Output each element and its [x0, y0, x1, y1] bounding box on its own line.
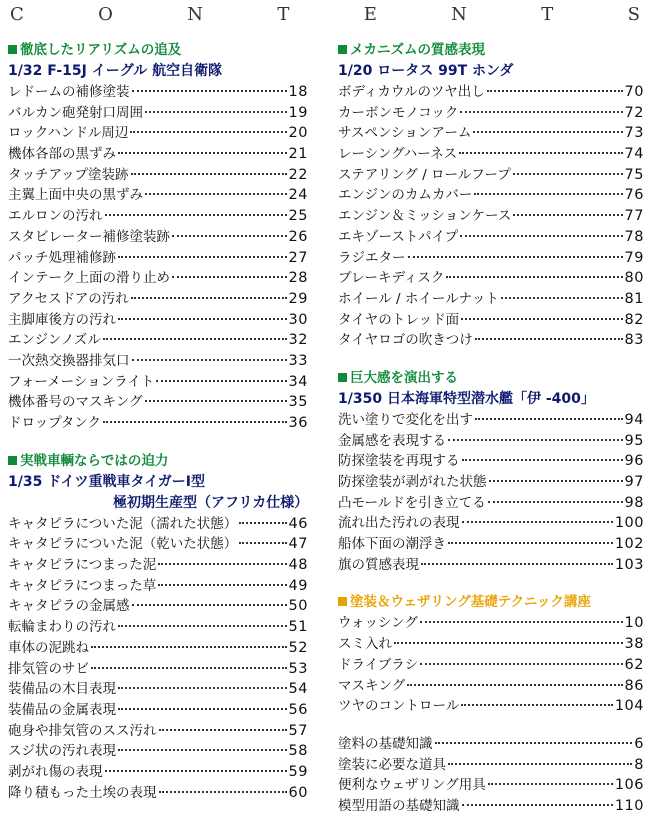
dot-leader	[172, 234, 287, 237]
dot-leader	[420, 620, 623, 623]
toc-entry[interactable]	[338, 165, 644, 186]
toc-entry[interactable]	[338, 513, 644, 534]
page-number: 28	[288, 270, 308, 287]
entry-label: 降り積もった土埃の表現	[8, 784, 157, 801]
entry-label: 機体番号のマスキング	[8, 394, 143, 411]
section-title	[338, 368, 644, 389]
dot-leader	[132, 358, 287, 361]
dot-leader	[394, 641, 623, 644]
dot-leader	[239, 541, 286, 544]
entry-label: フォーメーションライト	[8, 373, 155, 390]
page-number: 80	[624, 270, 644, 287]
dot-leader	[118, 748, 287, 751]
entry-label: レーシングハーネス	[338, 146, 458, 163]
toc-entry[interactable]	[8, 413, 308, 434]
entry-label: レドームの補修塗装	[8, 84, 130, 100]
toc-entry[interactable]	[338, 103, 644, 124]
page-number: 47	[288, 536, 308, 553]
dot-leader	[488, 500, 623, 503]
toc-entry[interactable]	[8, 165, 308, 186]
dot-leader	[462, 803, 613, 806]
toc-entry[interactable]	[338, 493, 644, 514]
dot-leader	[407, 683, 622, 686]
toc-entry[interactable]	[338, 144, 644, 165]
dot-leader	[118, 151, 287, 154]
dot-leader	[145, 192, 287, 195]
section-gap	[338, 717, 644, 734]
toc-entry[interactable]	[338, 410, 644, 431]
entry-label: 凸モールドを引き立てる	[338, 494, 486, 511]
dot-leader	[474, 192, 622, 195]
entry-label: 洗い塗りで変化を出す	[338, 411, 473, 428]
dot-leader	[446, 275, 622, 278]
header-letter: N	[187, 3, 203, 25]
page-number: 73	[624, 125, 644, 142]
dot-leader	[475, 417, 623, 420]
square-bullet-icon	[338, 373, 347, 382]
toc-entry[interactable]	[338, 755, 644, 776]
dot-leader	[145, 399, 287, 402]
page-number: 10	[624, 615, 644, 632]
dot-leader	[131, 172, 287, 175]
dot-leader	[421, 562, 613, 565]
square-bullet-icon	[338, 45, 347, 54]
toc-entry[interactable]	[338, 534, 644, 555]
entry-label: アクセスドアの汚れ	[8, 290, 129, 307]
toc-entry[interactable]	[338, 268, 644, 289]
page-number: 102	[614, 536, 644, 553]
toc-entry[interactable]	[8, 330, 308, 351]
section-title-text: 実戦車輌ならではの迫力	[20, 452, 169, 469]
page-number: 21	[288, 146, 308, 163]
page-number: 106	[614, 777, 644, 794]
toc-section	[338, 734, 644, 817]
page-number: 110	[614, 797, 644, 814]
entry-label: 転輪まわりの汚れ	[8, 619, 116, 636]
page-number: 56	[288, 701, 308, 718]
toc-entry[interactable]	[8, 372, 308, 393]
section-title-text: メカニズムの質感表現	[350, 42, 485, 58]
page-number: 60	[288, 784, 308, 801]
toc-entry[interactable]	[338, 555, 644, 576]
toc-section	[338, 368, 644, 576]
section-title-text: 巨大感を演出する	[350, 369, 458, 386]
toc-entry[interactable]	[8, 227, 308, 248]
right-column	[338, 40, 644, 817]
entry-label: エンジンノズル	[8, 332, 101, 349]
model-heading: 極初期生産型（アフリカ仕様）	[113, 494, 309, 511]
page-number: 54	[288, 681, 308, 698]
entry-label: ステアリング / ロールフープ	[338, 166, 511, 183]
entry-label: 車体の泥跳ね	[8, 639, 89, 656]
entry-label: スタビレーター補修塗装跡	[8, 228, 170, 245]
toc-entry[interactable]	[338, 206, 644, 227]
entry-label: 金属感を表現する	[338, 432, 446, 449]
entry-label: エキゾーストパイプ	[338, 228, 459, 245]
dot-leader	[420, 662, 622, 665]
dot-leader	[448, 541, 613, 544]
page-number: 27	[288, 249, 308, 266]
page-number: 46	[288, 515, 308, 532]
page-number: 78	[624, 228, 644, 245]
page-number: 57	[288, 722, 308, 739]
dot-leader	[460, 110, 622, 113]
dot-leader	[408, 255, 623, 258]
dot-leader	[488, 782, 613, 785]
dot-leader	[462, 458, 623, 461]
dot-leader	[487, 89, 623, 92]
entry-label: 旗の質感表現	[338, 556, 419, 573]
dot-leader	[118, 255, 287, 258]
page-number: 62	[624, 656, 644, 673]
contents-header	[0, 4, 650, 24]
page-number: 6	[634, 735, 644, 752]
toc-section	[8, 451, 308, 804]
page-number: 35	[288, 394, 308, 411]
toc-entry[interactable]	[338, 310, 644, 331]
entry-label: タッチアップ塗装跡	[8, 166, 129, 183]
entry-label: ラジエター	[338, 249, 406, 266]
toc-entry[interactable]	[338, 655, 644, 676]
dot-leader	[91, 645, 287, 648]
toc-entry[interactable]	[338, 696, 644, 717]
header-letter: E	[363, 3, 377, 25]
entry-label: キャタピラにつまった泥	[8, 557, 157, 574]
toc-entry[interactable]	[338, 472, 644, 493]
model-heading: 1/350 日本海軍特型潜水艦「伊 -400」	[338, 390, 595, 407]
entry-label: タイヤのトレッド面	[338, 311, 460, 328]
entry-label: 機体各部の黒ずみ	[8, 146, 116, 163]
toc-entry[interactable]	[8, 103, 308, 124]
toc-entry[interactable]	[338, 775, 644, 796]
page-number: 97	[624, 474, 644, 490]
page-number: 95	[624, 432, 644, 449]
toc-entry[interactable]	[8, 596, 308, 617]
dot-leader	[132, 89, 287, 92]
header-letter: T	[541, 3, 554, 25]
page-number: 20	[288, 125, 308, 142]
page-number: 81	[624, 290, 644, 307]
entry-label: 剥がれ傷の表現	[8, 763, 103, 780]
toc-entry[interactable]	[8, 741, 308, 762]
dot-leader	[473, 130, 622, 133]
entry-label: マスキング	[338, 677, 406, 694]
header-letter: C	[10, 3, 24, 25]
entry-label: 砲身や排気管のスス汚れ	[8, 722, 157, 739]
toc-entry[interactable]	[338, 451, 644, 472]
dot-leader	[172, 275, 287, 278]
dot-leader	[156, 379, 286, 382]
entry-label: 主脚庫後方の汚れ	[8, 311, 116, 328]
toc-entry[interactable]	[8, 617, 308, 638]
dot-leader	[448, 762, 632, 765]
entry-label: ウォッシング	[338, 615, 418, 632]
dot-leader	[103, 337, 287, 340]
dot-leader	[118, 317, 287, 320]
entry-label: ロックハンドル周辺	[8, 125, 129, 142]
section-gap	[8, 434, 308, 451]
page-number: 59	[288, 763, 308, 780]
dot-leader	[513, 213, 622, 216]
toc-entry[interactable]	[8, 144, 308, 165]
dot-leader	[239, 521, 286, 524]
model-heading: 1/35 ドイツ重戦車タイガーⅠ型	[8, 473, 206, 490]
toc-entry[interactable]	[338, 796, 644, 817]
toc-entry[interactable]	[8, 392, 308, 413]
page-number: 75	[624, 166, 644, 183]
entry-label: タイヤロゴの吹きつけ	[338, 332, 473, 349]
dot-leader	[159, 728, 287, 731]
page-number: 96	[624, 453, 644, 470]
toc-entry[interactable]	[338, 613, 644, 634]
dot-leader	[105, 769, 287, 772]
dot-leader	[130, 130, 286, 133]
page-number: 82	[624, 311, 644, 328]
square-bullet-icon	[338, 597, 347, 606]
section-title	[8, 451, 308, 472]
page-number: 52	[288, 639, 308, 656]
toc-entry[interactable]	[338, 330, 644, 351]
entry-label: ドライブラシ	[338, 656, 419, 673]
dot-leader	[118, 707, 287, 710]
entry-label: 塗装に必要な道具	[338, 756, 446, 773]
page-number: 74	[624, 146, 644, 163]
entry-label: キャタピラについた泥（乾いた状態）	[8, 536, 238, 553]
entry-label: 装備品の金属表現	[8, 701, 116, 718]
toc-entry[interactable]	[8, 534, 308, 555]
toc-entry[interactable]	[338, 227, 644, 248]
header-letter: T	[277, 3, 290, 25]
page-number: 51	[288, 619, 308, 636]
entry-label: エルロンの汚れ	[8, 208, 103, 225]
dot-leader	[435, 741, 633, 744]
page-number: 53	[288, 660, 308, 677]
square-bullet-icon	[8, 45, 17, 54]
page-number: 34	[288, 373, 308, 390]
entry-label: ブレーキディスク	[338, 270, 445, 287]
entry-label: 船体下面の潮浮き	[338, 536, 446, 553]
entry-label: 流れ出た汚れの表現	[338, 515, 460, 532]
page-number: 79	[624, 249, 644, 266]
toc-section	[8, 40, 308, 434]
entry-label: ホイール / ホイールナット	[338, 290, 499, 307]
page-number: 24	[288, 187, 308, 204]
entry-label: 塗料の基礎知識	[338, 735, 433, 752]
page-number: 30	[288, 311, 308, 328]
section-gap	[338, 575, 644, 592]
toc-entry[interactable]	[8, 783, 308, 804]
page-number: 70	[624, 84, 644, 100]
toc-entry[interactable]	[8, 82, 308, 103]
entry-label: 排気管のサビ	[8, 660, 89, 677]
header-letter: N	[451, 3, 467, 25]
entry-label: 便利なウェザリング用具	[338, 777, 486, 794]
section-gap	[338, 351, 644, 368]
toc-entry[interactable]	[8, 679, 308, 700]
section-title-text: 徹底したリアリズムの追及	[20, 42, 182, 58]
section-title	[338, 40, 644, 61]
page-number: 48	[288, 557, 308, 574]
toc-entry[interactable]	[8, 555, 308, 576]
section-title-text: 塗装＆ウェザリング基礎テクニック講座	[350, 594, 591, 611]
dot-leader	[145, 110, 287, 113]
page-number: 86	[624, 677, 644, 694]
toc-entry[interactable]	[8, 638, 308, 659]
dot-leader	[159, 790, 287, 793]
toc-entry[interactable]	[8, 514, 308, 535]
entry-label: ドロップタンク	[8, 415, 102, 431]
header-letter: S	[627, 3, 640, 25]
toc-entry[interactable]	[338, 734, 644, 755]
toc-entry[interactable]	[8, 721, 308, 742]
dot-leader	[105, 213, 287, 216]
page-number: 94	[624, 411, 644, 428]
dot-leader	[158, 583, 286, 586]
entry-label: 模型用語の基礎知識	[338, 797, 460, 814]
entry-label: キャタピラの金属感	[8, 598, 130, 615]
page-number: 72	[624, 104, 644, 121]
entry-label: サスペンションアーム	[338, 125, 472, 142]
entry-label: ツヤのコントロール	[338, 698, 460, 715]
entry-label: 主翼上面中央の黒ずみ	[8, 187, 143, 204]
toc-entry[interactable]	[338, 123, 644, 144]
toc-entry[interactable]	[8, 185, 308, 206]
page-number: 19	[288, 104, 308, 121]
entry-label: 防探塗装が剥がれた状態	[338, 474, 487, 490]
page-number: 58	[288, 743, 308, 760]
page-number: 50	[288, 598, 308, 615]
header-letter: O	[98, 3, 113, 25]
dot-leader	[513, 172, 623, 175]
page-number: 26	[288, 228, 308, 245]
entry-label: キャタピラについた泥（濡れた状態）	[8, 515, 238, 532]
dot-leader	[132, 603, 287, 606]
entry-label: ボディカウルのツヤ出し	[338, 84, 485, 100]
dot-leader	[475, 337, 623, 340]
page-number: 8	[634, 756, 644, 773]
page-number: 104	[614, 698, 644, 715]
toc-entry[interactable]	[8, 576, 308, 597]
dot-leader	[459, 151, 622, 154]
toc-entry[interactable]	[8, 289, 308, 310]
dot-leader	[489, 479, 623, 482]
toc-entry[interactable]	[8, 762, 308, 783]
section-title	[338, 592, 644, 613]
page-number: 98	[624, 494, 644, 511]
page-number: 76	[624, 187, 644, 204]
toc-entry[interactable]	[8, 206, 308, 227]
entry-label: エンジンのカムカバー	[338, 187, 473, 204]
page-number: 103	[614, 556, 644, 573]
page-number: 38	[624, 636, 644, 653]
toc-section	[338, 40, 644, 351]
toc-entry[interactable]	[338, 634, 644, 655]
section-title	[8, 40, 308, 61]
entry-label: スジ状の汚れ表現	[8, 743, 116, 760]
dot-leader	[131, 296, 287, 299]
dot-leader	[501, 296, 623, 299]
page-number: 18	[288, 84, 308, 100]
model-heading: 1/20 ロータス 99T ホンダ	[338, 63, 514, 79]
page-number: 32	[288, 332, 308, 349]
page-number: 36	[288, 415, 308, 431]
toc-entry[interactable]	[8, 351, 308, 372]
entry-label: 防探塗装を再現する	[338, 453, 460, 470]
toc-entry[interactable]	[8, 310, 308, 331]
dot-leader	[462, 520, 613, 523]
toc-entry[interactable]	[338, 248, 644, 269]
page-number: 100	[614, 515, 644, 532]
page-number: 29	[288, 290, 308, 307]
entry-label: パッチ処理補修跡	[8, 249, 116, 266]
entry-label: スミ入れ	[338, 636, 392, 653]
dot-leader	[460, 234, 622, 237]
toc-entry[interactable]	[338, 289, 644, 310]
entry-label: カーボンモノコック	[338, 104, 459, 121]
page-number: 77	[624, 208, 644, 225]
toc-entry[interactable]	[8, 700, 308, 721]
entry-label: キャタピラにつまった草	[8, 577, 157, 594]
left-column	[8, 40, 308, 803]
dot-leader	[118, 624, 287, 627]
entry-label: 一次熱交換器排気口	[8, 352, 130, 369]
toc-entry[interactable]	[338, 431, 644, 452]
toc-entry[interactable]	[338, 82, 644, 103]
toc-entry[interactable]	[8, 659, 308, 680]
dot-leader	[103, 420, 287, 423]
toc-section	[338, 592, 644, 716]
page-number: 25	[288, 208, 308, 225]
toc-entry[interactable]	[8, 268, 308, 289]
dot-leader	[158, 562, 286, 565]
page-number: 49	[288, 577, 308, 594]
dot-leader	[461, 703, 613, 706]
toc-entry[interactable]	[338, 185, 644, 206]
entry-label: 装備品の木目表現	[8, 681, 116, 698]
page-number: 33	[288, 352, 308, 369]
dot-leader	[448, 438, 623, 441]
square-bullet-icon	[8, 456, 17, 465]
entry-label: バルカン砲発射口周囲	[8, 104, 143, 121]
model-heading: 1/32 F-15J イーグル 航空自衛隊	[8, 63, 223, 79]
page-number: 83	[624, 332, 644, 349]
toc-entry[interactable]	[338, 676, 644, 697]
page-number: 22	[288, 166, 308, 183]
toc-entry[interactable]	[8, 248, 308, 269]
entry-label: エンジン＆ミッションケース	[338, 208, 512, 225]
dot-leader	[118, 686, 287, 689]
dot-leader	[91, 666, 287, 669]
toc-entry[interactable]	[8, 123, 308, 144]
dot-leader	[461, 317, 622, 320]
entry-label: インテーク上面の滑り止め	[8, 270, 170, 287]
